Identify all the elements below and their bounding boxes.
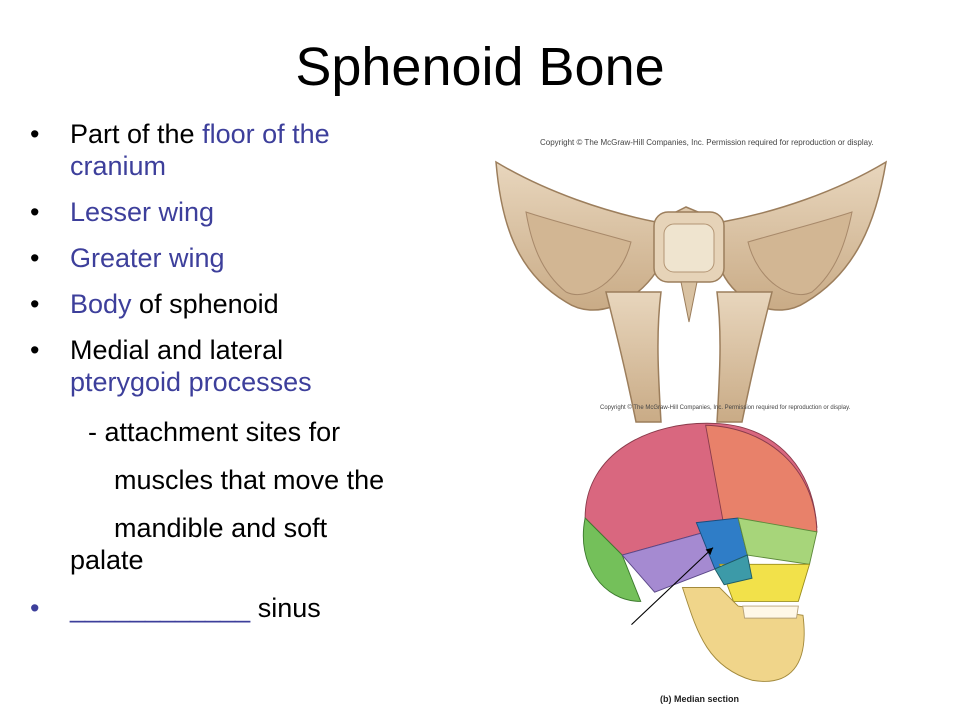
bullet-greater-wing — [30, 242, 460, 274]
bullet-pterygoid — [30, 334, 460, 398]
bullet-body — [30, 288, 460, 320]
skull-median-section-illustration — [556, 416, 846, 696]
figure-caption: (b) Median section — [660, 694, 740, 704]
sub-text: mandible and soft — [114, 513, 328, 543]
bullet-highlight: Greater wing — [70, 243, 225, 273]
sub-bullet-muscles — [30, 464, 460, 496]
sphenoid-bone-illustration — [486, 152, 892, 430]
bullet-marker: • — [30, 289, 40, 319]
bullet-highlight: ____________ — [70, 593, 251, 623]
bullet-floor-of-cranium — [30, 118, 460, 182]
bullet-highlight: floor of the — [202, 119, 330, 149]
bullet-highlight: Body — [70, 289, 132, 319]
bullet-marker: • — [30, 197, 40, 227]
bullet-marker: • — [30, 243, 40, 273]
bullet-sinus — [30, 592, 460, 624]
sub-text: palate — [70, 545, 144, 575]
bullet-marker: • — [30, 119, 40, 149]
sub-text: - attachment sites for — [88, 417, 341, 447]
bullet-text: Part of the — [70, 119, 203, 149]
bullet-highlight: pterygoid processes — [70, 367, 312, 397]
sub-text: muscles that move the — [114, 465, 385, 495]
bullet-marker: • — [30, 593, 40, 623]
bottom-figure-credit: Copyright © The McGraw-Hill Companies, Inc. Permission required for reproduction or display. — [600, 405, 851, 411]
bullet-highlight: cranium — [70, 151, 167, 181]
bullet-list — [30, 118, 460, 638]
bullet-lesser-wing — [30, 196, 460, 228]
bullet-text: of sphenoid — [131, 289, 279, 319]
bullet-marker: • — [30, 335, 40, 365]
slide-title: Sphenoid Bone — [295, 37, 665, 97]
bullet-highlight: Lesser wing — [70, 197, 215, 227]
sub-bullet-mandible — [30, 512, 460, 576]
bullet-text: Medial and lateral — [70, 335, 284, 365]
sub-bullet-attachment — [30, 416, 460, 448]
top-figure-credit: Copyright © The McGraw-Hill Companies, Inc. Permission required for reproduction or display. — [540, 138, 874, 147]
bullet-text: sinus — [250, 593, 321, 623]
